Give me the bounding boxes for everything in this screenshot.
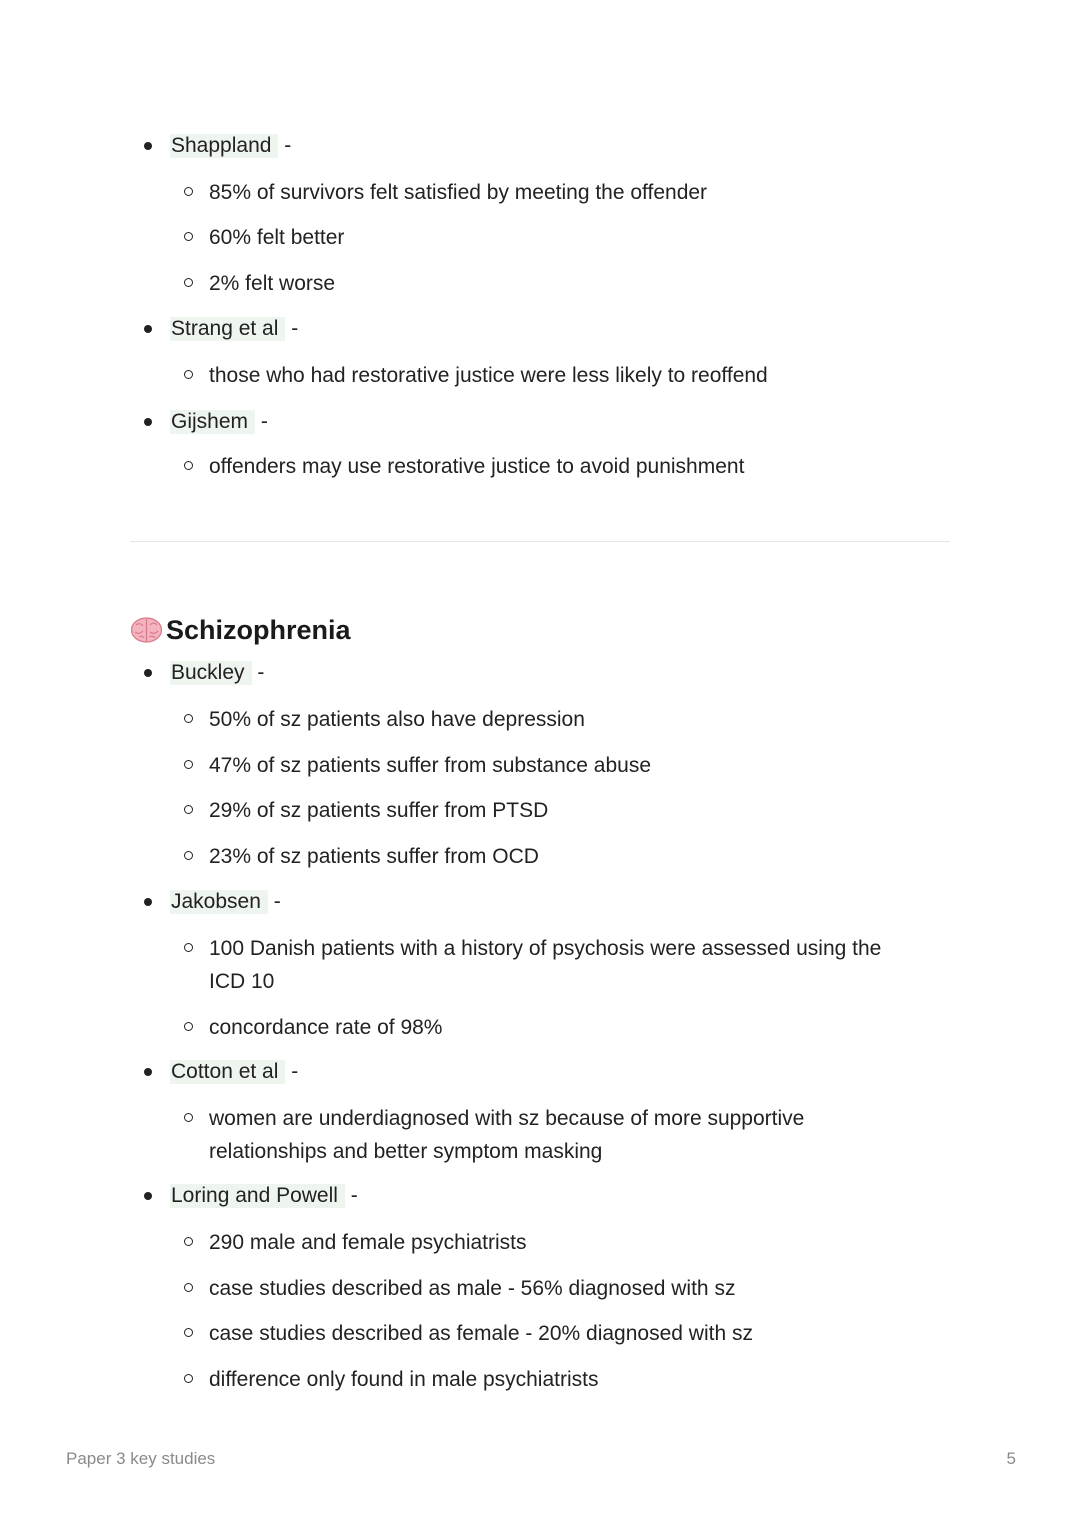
study-name: Shappland — [170, 134, 278, 158]
study-point: 2% felt worse — [184, 267, 914, 300]
bullet-dot — [144, 1192, 152, 1200]
study-point: 29% of sz patients suffer from PTSD — [184, 794, 914, 827]
study-point: those who had restorative justice were less likely to reoffend — [184, 359, 914, 392]
study-point: 290 male and female psychiatrists — [184, 1226, 914, 1259]
footer-title: Paper 3 key studies — [66, 1449, 216, 1468]
study-point: 85% of survivors felt satisfied by meeting the offender — [184, 176, 914, 209]
bullet-dot — [144, 1068, 152, 1076]
study-bullet: Loring and Powell - — [144, 1184, 358, 1208]
study-bullet: Cotton et al - — [144, 1060, 298, 1084]
study-name: Jakobsen — [170, 890, 268, 914]
study-point: women are underdiagnosed with sz because of more supportive relationships and better symptom masking — [184, 1102, 914, 1168]
study-bullet: Buckley - — [144, 661, 264, 685]
bullet-dot — [144, 898, 152, 906]
brain-icon — [130, 616, 163, 644]
study-name: Strang et al — [170, 317, 285, 341]
study-bullet: Strang et al - — [144, 317, 298, 341]
study-bullet: Jakobsen - — [144, 890, 281, 914]
study-point: case studies described as male - 56% diagnosed with sz — [184, 1272, 914, 1305]
study-point: concordance rate of 98% — [184, 1011, 914, 1044]
bullet-dot — [144, 669, 152, 677]
study-point: 50% of sz patients also have depression — [184, 703, 914, 736]
study-name: Cotton et al — [170, 1060, 285, 1084]
study-name: Loring and Powell — [170, 1184, 345, 1208]
study-name: Buckley — [170, 661, 252, 685]
study-bullet: Shappland - — [144, 134, 291, 158]
bullet-dot — [144, 418, 152, 426]
study-point: case studies described as female - 20% diagnosed with sz — [184, 1317, 914, 1350]
page-number: 5 — [1006, 1449, 1016, 1468]
study-point: 23% of sz patients suffer from OCD — [184, 840, 914, 873]
section-heading — [130, 612, 351, 648]
section-divider — [130, 541, 950, 542]
bullet-dot — [144, 325, 152, 333]
section-title: Schizophrenia — [166, 614, 351, 645]
study-bullet: Gijshem - — [144, 410, 268, 434]
study-point: difference only found in male psychiatrists — [184, 1363, 914, 1396]
bullet-dot — [144, 142, 152, 150]
study-point: 60% felt better — [184, 221, 914, 254]
study-point: offenders may use restorative justice to avoid punishment — [184, 450, 914, 483]
study-point: 47% of sz patients suffer from substance abuse — [184, 749, 914, 782]
study-name: Gijshem — [170, 410, 255, 434]
study-point: 100 Danish patients with a history of psychosis were assessed using the ICD 10 — [184, 932, 914, 998]
